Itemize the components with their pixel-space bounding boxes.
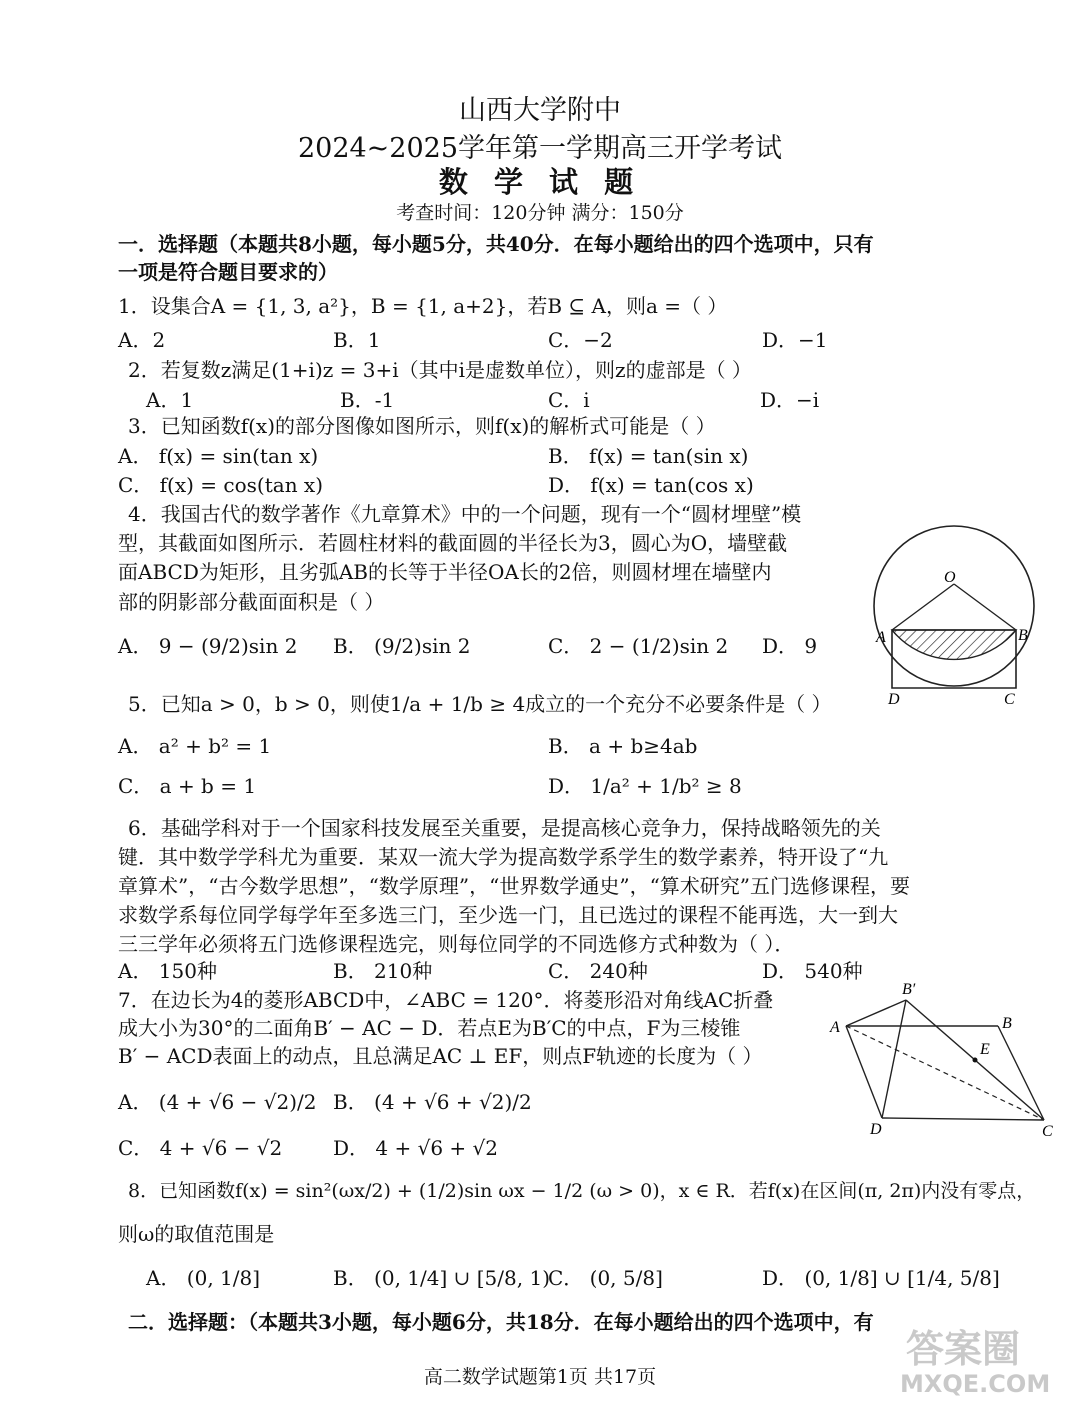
section1-line2: 一项是符合题目要求的）	[118, 260, 338, 284]
radius-oa	[892, 584, 954, 630]
q8-option-b: B． (0, 1/4] ∪ [5/8, 1)	[333, 1266, 550, 1290]
q4-line1: 4．我国古代的数学著作《九章算术》中的一个问题，现有一个“圆材埋壁”模	[128, 502, 802, 526]
q7-line3: B′ − ACD表面上的动点，且总满足AC ⊥ EF，则点F轨迹的长度为（ ）	[118, 1044, 763, 1068]
circle-outline	[874, 526, 1034, 686]
q6-option-d: D． 540种	[762, 959, 863, 983]
q4-option-b: B． (9/2)sin 2	[333, 634, 471, 658]
q5-option-b: B． a + b≥4ab	[548, 734, 698, 758]
q6-option-a: A． 150种	[118, 959, 217, 983]
q4-option-a: A． 9 − (9/2)sin 2	[118, 634, 298, 658]
label-d: D	[888, 691, 900, 708]
q2-option-a: A．1	[146, 388, 194, 412]
edge-a-d	[846, 1026, 882, 1118]
q7-option-b: B． (4 + √6 + √2)/2	[333, 1090, 532, 1114]
q4-line4: 部的阴影部分截面面积是（ ）	[118, 590, 385, 614]
edge-bp-d	[882, 1000, 906, 1118]
label-bp: B′	[902, 981, 916, 998]
q6-option-c: C． 240种	[548, 959, 648, 983]
edge-a-bp	[846, 1000, 906, 1026]
point-e	[973, 1058, 978, 1063]
q3-option-c: C． f(x) = cos(tan x)	[118, 473, 324, 497]
q5-option-c: C． a + b = 1	[118, 774, 257, 798]
q8-option-a: A． (0, 1/8]	[146, 1266, 261, 1290]
radius-ob	[954, 584, 1016, 630]
section2-line1: 二．选择题：（本题共3小题，每小题6分，共18分．在每小题给出的四个选项中，有	[128, 1310, 874, 1334]
section1-line1: 一．选择题（本题共8小题，每小题5分，共40分．在每小题给出的四个选项中，只有	[118, 232, 874, 256]
q2-option-b: B．-1	[340, 388, 395, 412]
page-footer: 高二数学试题第1页 共17页	[423, 1366, 657, 1388]
q7-option-a: A． (4 + √6 − √2)/2	[118, 1090, 317, 1114]
label-b: B	[1018, 627, 1028, 644]
edge-d-c	[882, 1118, 1044, 1120]
q6-line4: 求数学系每位同学每学年至多选三门，至少选一门，且已选过的课程不能再选，大一到大	[118, 903, 898, 927]
q6-line1: 6．基础学科对于一个国家科技发展至关重要，是提高核心竞争力，保持战略领先的关	[128, 816, 881, 840]
edge-b-c	[998, 1026, 1044, 1120]
q8-option-c: C． (0, 5/8]	[548, 1266, 663, 1290]
q3-stem: 3．已知函数f(x)的部分图像如图所示，则f(x)的解析式可能是（ ）	[128, 414, 716, 438]
label-c: C	[1004, 691, 1015, 708]
q8-line1: 8．已知函数f(x) = sin²(ωx/2) + (1/2)sin ωx − 1/2 (ω > 0)，x ∈ R．若f(x)在区间(π, 2π)内没有零点，	[128, 1180, 1036, 1202]
q7-line2: 成大小为30°的二面角B′ − AC − D．若点E为B′C的中点，F为三棱锥	[118, 1016, 741, 1040]
q8-option-d: D． (0, 1/8] ∪ [1/4, 5/8]	[762, 1266, 1000, 1290]
q2-option-c: C．i	[548, 388, 590, 412]
q4-line2: 型，其截面如图所示．若圆柱材料的截面圆的半径长为3，圆心为O，墙壁截	[118, 531, 788, 555]
exam-title: 2024~2025学年第一学期高三开学考试	[297, 133, 783, 164]
shaded-segment	[892, 630, 1016, 659]
q4-line3: 面ABCD为矩形，且劣弧AB的长等于半径OA长的2倍，则圆材埋在墙壁内	[118, 560, 772, 584]
watermark-logo: 答案圈	[906, 1327, 1021, 1371]
q7-rhombus-figure	[826, 978, 1066, 1138]
q6-line2: 键．其中数学学科尤为重要．某双一流大学为提高数学系学生的数学素养，特开设了“九	[118, 845, 889, 869]
q7-option-d: D． 4 + √6 + √2	[333, 1136, 498, 1160]
q2-option-d: D．−i	[760, 388, 820, 412]
q8-line2: 则ω的取值范围是	[118, 1222, 275, 1246]
q7-option-c: C． 4 + √6 − √2	[118, 1136, 283, 1160]
q5-stem: 5．已知a > 0，b > 0，则使1/a + 1/b ≥ 4成立的一个充分不必要条件是（ ）	[128, 692, 832, 716]
q3-option-b: B． f(x) = tan(sin x)	[548, 444, 749, 468]
q3-option-a: A． f(x) = sin(tan x)	[118, 444, 319, 468]
label-a: A	[876, 629, 886, 646]
q1-stem: 1．设集合A = {1, 3, a²}，B = {1, a+2}，若B ⊆ A，则a =（ ）	[118, 294, 728, 318]
label-o: O	[944, 569, 956, 586]
q7-line1: 7．在边长为4的菱形ABCD中，∠ABC = 120°．将菱形沿对角线AC折叠	[118, 988, 774, 1012]
q5-option-d: D． 1/a² + 1/b² ≥ 8	[548, 774, 742, 798]
q1-option-a: A．2	[118, 328, 166, 352]
q1-option-c: C．−2	[548, 328, 613, 352]
q5-option-a: A． a² + b² = 1	[118, 734, 272, 758]
diagonal-ac	[846, 1026, 1044, 1120]
q4-circle-figure	[860, 498, 1070, 713]
q1-option-d: D．−1	[762, 328, 828, 352]
q4-option-c: C． 2 − (1/2)sin 2	[548, 634, 729, 658]
q6-line3: 章算术”，“古今数学思想”，“数学原理”，“世界数学通史”，“算术研究”五门选修课程，要	[118, 874, 911, 898]
label-a: A	[830, 1019, 840, 1036]
school-name: 山西大学附中	[459, 95, 621, 126]
subject-title: 数 学 试 题	[438, 165, 642, 199]
label-b: B	[1002, 1015, 1012, 1032]
watermark-url: MXQE.COM	[900, 1370, 1051, 1398]
label-e: E	[980, 1041, 990, 1058]
label-d: D	[870, 1121, 882, 1138]
q3-option-d: D． f(x) = tan(cos x)	[548, 473, 754, 497]
label-c: C	[1042, 1123, 1053, 1138]
q6-option-b: B． 210种	[333, 959, 433, 983]
q1-option-b: B．1	[333, 328, 381, 352]
q6-line5: 三三学年必须将五门选修课程选完，则每位同学的不同选修方式种数为（ ）．	[118, 932, 795, 956]
exam-meta: 考查时间：120分钟 满分：150分	[396, 202, 684, 224]
q4-option-d: D． 9	[762, 634, 818, 658]
q2-stem: 2．若复数z满足(1+i)z = 3+i（其中i是虚数单位），则z的虚部是（ ）	[128, 358, 752, 382]
